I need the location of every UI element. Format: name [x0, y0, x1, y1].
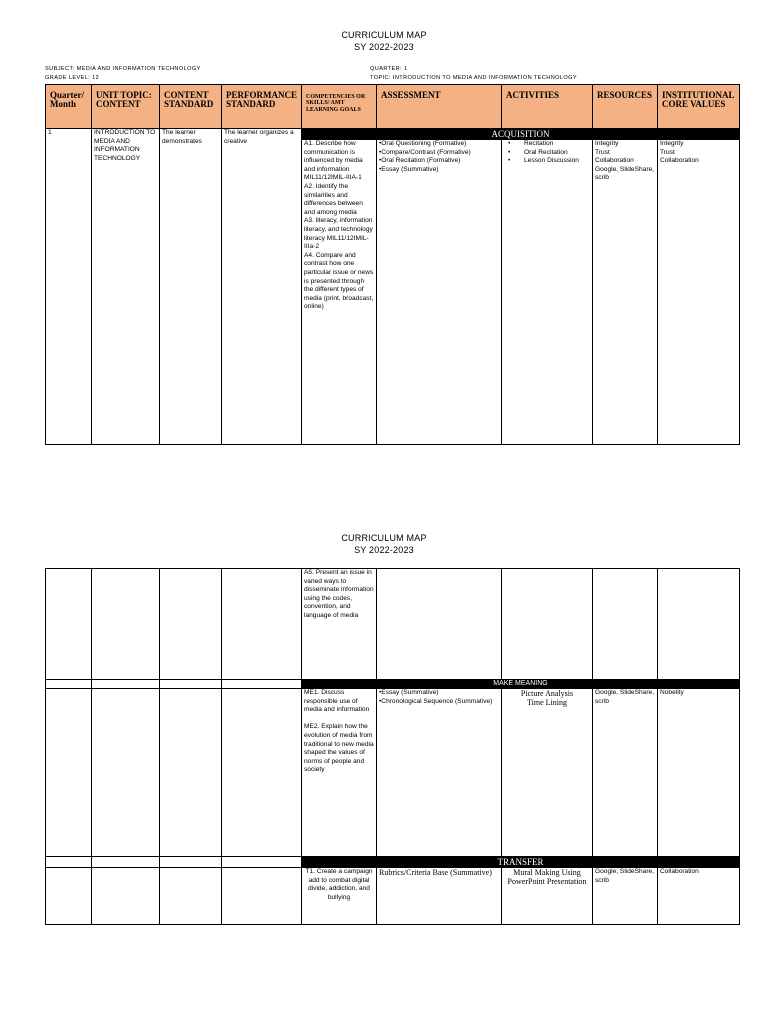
grade-level-label: GRADE LEVEL: 12: [45, 75, 100, 81]
cell-unit-topic: INTRODUCTION TO MEDIA AND INFORMATION TECHNOLOGY: [92, 129, 160, 445]
empty-cell: [222, 689, 302, 857]
cell-competencies-a5: A5. Present an issue in varied ways to disseminate information using the codes, convention, and language of media: [302, 569, 377, 680]
empty-cell: [46, 868, 92, 925]
topic-label: TOPIC: INTRODUCTION TO MEDIA AND INFORMATION TECHNOLOGY: [370, 75, 578, 81]
header-content-standard: CONTENT STANDARD: [160, 85, 222, 129]
cell-assessment-me: •Essay (Summative) •Chronological Sequence (Summative): [377, 689, 502, 857]
empty-cell: [502, 569, 593, 680]
header-unit-topic: UNIT TOPIC: CONTENT: [92, 85, 160, 129]
cell-resources-t: Google, SlideShare, scrib: [593, 868, 658, 925]
subject-label: SUBJECT: MEDIA AND INFORMATION TECHNOLOGY: [45, 66, 201, 72]
empty-cell: [92, 680, 160, 689]
empty-cell: [160, 868, 222, 925]
cell-activities: [502, 140, 593, 445]
cell-quarter: 1: [46, 129, 92, 445]
make-meaning-band-row: [46, 680, 740, 689]
empty-cell: [222, 857, 302, 868]
transfer-band-row: [46, 857, 740, 868]
header-core-values: INSTITUTIONAL CORE VALUES: [658, 85, 740, 129]
header-resources: RESOURCES: [593, 85, 658, 129]
cell-activities-t: Mural Making Using PowerPoint Presentation: [502, 868, 593, 925]
acquisition-band-row: [46, 129, 740, 140]
empty-cell: [222, 569, 302, 680]
cell-activities-me: Picture Analysis Time Lining: [502, 689, 593, 857]
make-meaning-label: MAKE MEANING: [302, 680, 740, 689]
row-make-meaning: [46, 689, 740, 857]
quarter-label: QUARTER: 1: [370, 66, 408, 72]
header-assessment: ASSESSMENT: [377, 85, 502, 129]
cell-core-values: Integrity Trust Collaboration: [658, 140, 740, 445]
empty-cell: [160, 569, 222, 680]
activities-list: [504, 140, 590, 166]
transfer-label: TRANSFER: [302, 857, 740, 868]
empty-cell: [160, 689, 222, 857]
empty-cell: [92, 868, 160, 925]
empty-cell: [377, 569, 502, 680]
header-performance-standard: PERFORMANCE STANDARD: [222, 85, 302, 129]
header-row: [46, 85, 740, 129]
row-transfer: [46, 868, 740, 925]
empty-cell: [92, 569, 160, 680]
empty-cell: [92, 857, 160, 868]
cell-assessment: •Oral Questioning (Formative) •Compare/Contrast (Formative) •Oral Recitation (Formative) •Essay (Summative): [377, 140, 502, 445]
empty-cell: [46, 689, 92, 857]
empty-cell: [46, 569, 92, 680]
cell-competencies-me: ME1. Discuss responsible use of media and information ME2. Explain how the evolution of media from traditional to new media shaped the values of norms of people and society: [302, 689, 377, 857]
cell-content-standard: The learner demonstrates: [160, 129, 222, 445]
row-a5: [46, 569, 740, 680]
empty-cell: [160, 857, 222, 868]
curriculum-table-page-2: [45, 568, 740, 925]
empty-cell: [46, 680, 92, 689]
cell-resources: Integrity Trust Collaboration Google, SlideShare, scrib: [593, 140, 658, 445]
cell-resources-me: Google, SlideShare, scrib: [593, 689, 658, 857]
list-item: • Lesson Discussion: [518, 157, 590, 166]
cell-core-values-t: Collaboration: [658, 868, 740, 925]
empty-cell: [160, 680, 222, 689]
empty-cell: [92, 689, 160, 857]
empty-cell: [658, 569, 740, 680]
curriculum-table-page-1: [45, 84, 740, 445]
empty-cell: [46, 857, 92, 868]
acquisition-label: ACQUISITION: [302, 129, 740, 140]
page-title: CURRICULUM MAP: [341, 533, 427, 543]
cell-competencies-t: T1. Create a campaign add to combat digital divide, addiction, and bullying: [302, 868, 377, 925]
cell-competencies: A1. Describe how communication is influenced by media and information MIL11/12IMIL-IIIA-1 A2. Identify the similarities and differences between and among media A3. literacy, information literacy, and technology literacy MIL11/12IMIL-IIIa-2 A4. Compare and contrast how one particular issue or news is presented through the different types of media (print, broadcast, online): [302, 140, 377, 445]
header-quarter: Quarter/ Month: [46, 85, 92, 129]
header-activities: ACTIVITIES: [502, 85, 593, 129]
list-item: • Recitation: [518, 140, 590, 149]
header-competencies: COMPETENCIES OR SKILLS/ AMT LEARNING GOALS: [302, 85, 377, 129]
empty-cell: [593, 569, 658, 680]
page-title: CURRICULUM MAP: [341, 30, 427, 40]
list-item: • Oral Recitation: [518, 149, 590, 158]
cell-core-values-me: Nobelity: [658, 689, 740, 857]
empty-cell: [222, 680, 302, 689]
school-year: SY 2022-2023: [354, 42, 414, 52]
school-year: SY 2022-2023: [354, 545, 414, 555]
empty-cell: [222, 868, 302, 925]
cell-assessment-t: Rubrics/Criteria Base (Summative): [377, 868, 502, 925]
cell-performance-standard: The learner organizes a creative: [222, 129, 302, 445]
